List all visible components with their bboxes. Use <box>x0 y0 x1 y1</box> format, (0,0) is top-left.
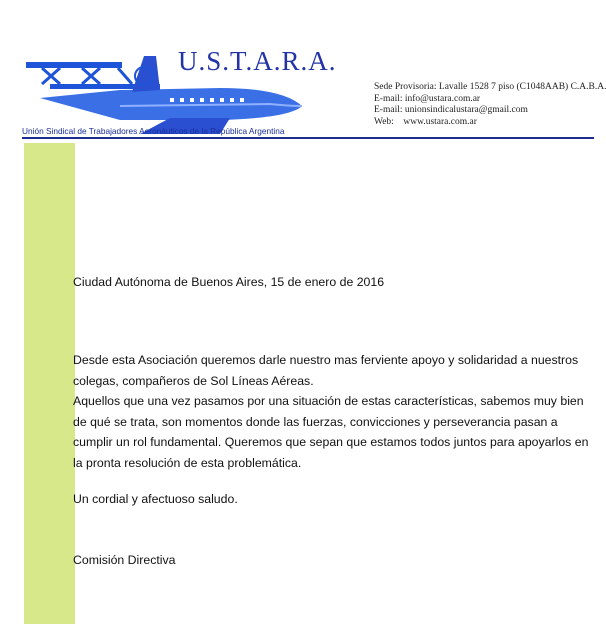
letter-signature: Comisión Directiva <box>73 553 176 567</box>
contact-email2-row <box>374 105 606 117</box>
letter-greeting: Un cordial y afectuoso saludo. <box>73 492 238 506</box>
contact-email-link[interactable]: info@ustara.com.ar <box>404 93 481 104</box>
ustara-logo <box>20 40 337 140</box>
left-margin-bar <box>24 143 75 624</box>
contact-block <box>374 82 606 128</box>
logo-subtitle: Unión Sindical de Trabajadores Aeronáuticos de la República Argentina <box>22 126 285 136</box>
upper-wing-shape <box>26 62 122 68</box>
contact-web-row <box>374 117 606 129</box>
letter-paragraph-1: Desde esta Asociación queremos darle nuestro mas ferviente apoyo y solidaridad a nuestros colegas, compañeros de Sol Líneas Aéreas. <box>73 353 579 388</box>
contact-email2-link[interactable]: unionsindicalustara@gmail.com <box>404 105 528 115</box>
letter-body <box>73 350 593 473</box>
contact-address: Sede Provisoria: Lavalle 1528 7 piso (C1048AAB) C.A.B.A. <box>374 82 606 92</box>
wing-struts-shape <box>42 68 132 84</box>
logo-title: U.S.T.A.R.A. <box>178 46 337 76</box>
web-label: Web: <box>374 116 394 127</box>
contact-email-row <box>374 94 606 106</box>
letter-paragraph-2: Aquellos que una vez pasamos por una situación de estas características, sabemos muy bien de qué se trata, son momentos donde las fuerzas, convicciones y perseverancia pasan a cumplir un rol fundamental. Queremos que sepan que estamos todos juntos para apoyarlos en la pronta resolución de esta problemática. <box>73 394 589 470</box>
header-divider <box>22 137 594 139</box>
email-label: E-mail: <box>374 93 403 104</box>
letter-date: Ciudad Autónoma de Buenos Aires, 15 de enero de 2016 <box>73 275 385 289</box>
contact-web-link[interactable]: www.ustara.com.ar <box>403 116 477 127</box>
email2-label: E-mail: <box>374 105 403 115</box>
